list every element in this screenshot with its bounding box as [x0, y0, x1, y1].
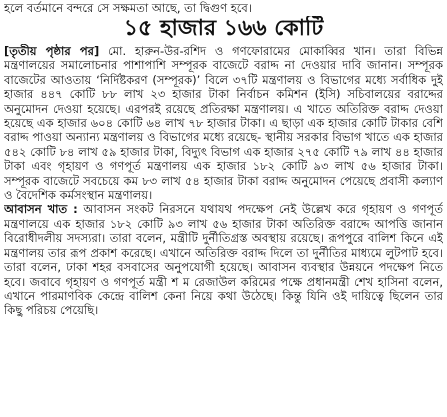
paragraph-housing	[4, 202, 443, 317]
paragraph-housing-text: আবাসন সংকট নিরসনে যথাযথ পদক্ষেপ নেই উল্লেখ করে গৃহায়ণ ও গণপূর্ত মন্ত্রণালয়ে এক হাজার ১৮২ কোটি ৯৩ লাখ ৫৬ হাজার টাকা অতিরিক্ত বরাদ্দে আপত্তি জানান বিরোধীদলীয় সদস্যরা। তারা বলেন, মন্ত্রীটি দুর্নীতিগ্রস্ত অবস্থায় রয়েছে। রূপপুরে বালিশ কিনে এই মন্ত্রণালয় তার রূপ প্রকাশ করেছে। এখানে অতিরিক্ত বরাদ্দ দিলে তা দুর্নীতির মাধ্যমে লুটপাট হবে। তারা বলেন, ঢাকা শহর বসবাসের অনুপযোগী হয়েছে। আবাসন ব্যবস্থার উন্নয়নে পদক্ষেপ নিতে হবে। জবাবে গৃহায়ণ ও গণপূর্ত মন্ত্রী শ ম রেজাউল করিমের পক্ষে প্রধানমন্ত্রী শেখ হাসিনা বলেন, এখানে পারমাণবিক কেন্দ্রে বালিশ কেনা নিয়ে কথা উঠেছে। কিন্তু যিনি ওই দায়িত্বে ছিলেন তার কিছু পরিচয় পেয়েছি।	[4, 202, 443, 318]
section-tag-housing: আবাসন খাত :	[4, 202, 78, 217]
continued-from-tag: [তৃতীয় পৃষ্ঠার পর]	[4, 44, 100, 58]
paragraph-continued-text: মো. হারুন-উর-রশিদ ও গণফোরামের মোকাব্বির খান। তারা বিভিন্ন মন্ত্রণালয়ের সমালোচনার পাশাপাশি সম্পূরক বাজেটে বরাদ্দ না দেওয়ার দাবি জানান। সম্পূরক বাজেটের আওতায় ‘নির্দিষ্টকরণ (সম্পূরক)’ বিলে ৩৭টি মন্ত্রণালয় ও বিভাগের মধ্যে সর্বাধিক দুই হাজার ৪৪৭ কোটি ৮৮ লাখ ২৩ হাজার টাকা নির্বাচন কমিশন (ইসি) সচিবালয়ের বরাদ্দের অনুমোদন দেওয়া হয়েছে। এরপরই রয়েছে প্রতিরক্ষা মন্ত্রণালয়। এ খাতে অতিরিক্ত বরাদ্দ দেওয়া হয়েছে এক হাজার ৬০৪ কোটি ৬৪ লাখ ৭৮ হাজার টাকা। এ ছাড়া এক হাজার কোটি টাকার বেশি বরাদ্দ পাওয়া অন্যান্য মন্ত্রণালয় ও বিভাগের মধ্যে রয়েছে- স্থানীয় সরকার বিভাগ খাতে এক হাজার ৫৪২ কোটি ৮৪ লাখ ৫৯ হাজার টাকা, বিদ্যুৎ বিভাগ এক হাজার ২৭৫ কোটি ৭৯ লাখ ৪৪ হাজার টাকা এবং গৃহায়ণ ও গণপূর্ত মন্ত্রণালয় এক হাজার ১৮২ কোটি ৯৩ লাখ ৫৬ হাজার টাকা। সম্পূরক বাজেটে সবচেয়ে কম ৮৩ লাখ ৫৪ হাজার টাকা বরাদ্দ অনুমোদন পেয়েছে প্রবাসী কল্যাণ ও বৈদেশিক কর্মসংস্থান মন্ত্রণালয়।	[4, 44, 443, 203]
paragraph-continued	[4, 44, 443, 202]
lead-line: হলে বর্তমানে বন্দরে সে সক্ষমতা আছে, তা দ্বিগুণ হবে।	[4, 1, 252, 15]
headline: ১৫ হাজার ১৬৬ কোটি	[123, 16, 324, 41]
